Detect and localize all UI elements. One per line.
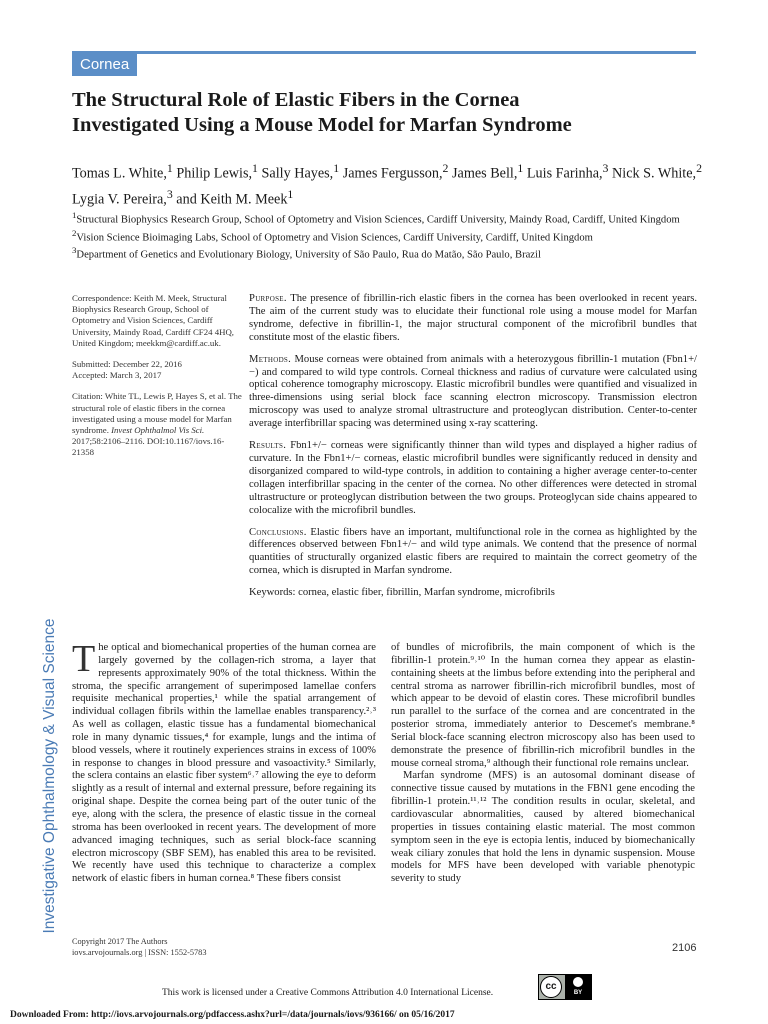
copyright-block <box>72 937 206 958</box>
author-affiliation-marker: 1 <box>252 161 258 175</box>
cc-by-license-icon[interactable] <box>538 974 592 1000</box>
by-label: BY <box>573 990 583 996</box>
abstract-purpose: Purpose. The presence of fibrillin-rich elastic fibers in the cornea has been overlooked in recent years. The aim of the current study was to elucidate their functional role using a mouse model for Marfan syndrome, defective in fibrillin-1, the major structural component of the microfibril bundles that constitute most of the elastic fibers. <box>249 293 697 343</box>
affiliation-3: $^3$Department of Genetics and Evolutionary Biology, University of São Paulo, Rua do Matão, São Paulo, Brazil <box>72 245 541 261</box>
author-affiliation-marker: 2 <box>696 161 703 175</box>
author-affiliation-marker: 2 <box>442 161 449 175</box>
author-name: and Keith M. Meek <box>176 191 288 208</box>
dates <box>72 359 242 381</box>
author-name: Tomas L. White, <box>72 165 167 182</box>
body-column-1 <box>72 638 376 886</box>
author-affiliation-marker: 1 <box>166 161 173 175</box>
issn-text: iovs.arvojournals.org | ISSN: 1552-5783 <box>72 947 207 957</box>
body-column-2 <box>391 642 695 886</box>
abstract-conclusions: Conclusions. Elastic fibers have an important, multifunctional role in the cornea as highlighted by the differences observed between Fbn1+/− and wild type animals. We contend that the presence of normal quantities of structurally organized elastic fibers are required to maintain the correct geometry of the cornea, which is disrupted in Marfan syndrome. <box>249 526 697 577</box>
cc-icon: cc <box>540 976 562 998</box>
author-name: Philip Lewis, <box>176 165 253 182</box>
body-paragraph: Marfan syndrome (MFS) is an autosomal dominant disease of connective tissue caused by mutations in the FBN1 gene encoding the fibrillin-1 protein.¹¹˒¹² The condition results in ocular, skeletal, and cardiovascular abnormalities, caused by altered biomechanical properties in tissues containing elastic material. The most common symptom seen in the eye is ectopia lentis, induced by biomechanically weak ciliary zonules that hold the lens in dynamic suspension. Mouse models for MFS have been developed with variable phenotypic severity to study <box>391 770 695 885</box>
correspondence: Correspondence: Keith M. Meek, Structural Biophysics Research Group, School of Optometry and Vision Sciences, Cardiff University, Maindy Road, Cardiff CF24 4HQ, United Kingdom; meekkm@cardiff.ac.uk. <box>72 293 234 348</box>
author-name: Nick S. White, <box>612 165 697 182</box>
abstract-methods: Methods. Mouse corneas were obtained from animals with a heterozygous fibrillin-1 mutation (Fbn1+/−) and compared to wild type controls. Corneal thickness and radius of curvature were calculated using optical coherence tomography microscopy. Elastic microfibril bundles were quantified and visualized in three-dimensions using serial block face scanning electron microscopy. Transmission electron microscopy was used to analyze stromal ultrastructure and proteoglycan distribution. Center-to-center average interfibrillar spacing was determined using x-ray scattering. <box>249 353 697 430</box>
download-notice: Downloaded From: http://iovs.arvojournals.org/pdfaccess.ashx?url=/data/journals/iovs/936166/ on 05/16/2017 <box>10 1010 455 1020</box>
author-affiliation-marker: 1 <box>287 187 294 202</box>
section-rule <box>72 51 696 54</box>
article-title <box>72 88 702 138</box>
drop-cap: T <box>72 638 96 680</box>
citation: Citation: White TL, Lewis P, Hayes S, et al. The structural role of elastic fibers in the cornea investigated using a mouse model for Marfan syndrome. Invest Ophthalmol Vis Sci. 2017;58:2106–2116. DOI:10.1167/iovs.16-21358 <box>72 391 242 458</box>
affiliation-list <box>72 209 712 262</box>
abstract-results: Results. Fbn1+/− corneas were significantly thinner than wild types and displayed a higher radius of curvature. In the Fbn1+/− corneas, elastic microfibril bundles were significantly reduced in density and disorganized compared to wild-type controls, in addition to containing a higher average center-to-center collagen interfibrillar spacing in the center of the cornea. No other differences were detected in stromal ultrastructure or proteoglycan distribution between the two groups. Proteoglycan side chains appeared to colocalize with the microfibril bundles. <box>249 440 697 516</box>
keywords: Keywords: cornea, elastic fiber, fibrillin, Marfan syndrome, microfibrils <box>249 587 555 599</box>
submitted-date: Submitted: December 22, 2016 <box>72 359 182 370</box>
body-paragraph: The optical and biomechanical properties of the human cornea are largely governed by the collagen-rich stroma, a layer that represents approximately 90% of the total thickness. Within the stroma, the specific arrangement of superimposed lamellae confers requisite mechanical properties,¹ while the spatial arrangement of individual collagen fibrils within the lamellae enables transparency.²˒³ As well as collagen, elastic tissue has a fundamental biomechanical role in many dynamic tissues,⁴ for example, lungs and the intima of blood vessels, where it routinely experiences strains in excess of 100% in response to changes in blood pressure and vasoactivity.⁵ Similarly, the sclera contains an elastic fiber system⁶˒⁷ allowing the eye to deform slightly as a result of internal and external pressure, before regaining its original shape. Despite the cornea being part of the outer tunic of the eye, along with the sclera, the presence of elastic tissue in the corneal stroma has been overlooked in recent years. The development of more advanced imaging techniques, such as serial block-face scanning electron microscopy (SBF SEM), has enabled this area to be revisited. We recently have used this technique to characterize a complex network of elastic fibers in human cornea.⁸ These fibers consist <box>72 638 376 885</box>
title-line-2: Investigated Using a Mouse Model for Marfan Syndrome <box>72 114 572 136</box>
section-tag: Cornea <box>72 54 137 76</box>
person-icon <box>573 977 583 987</box>
license-link[interactable]: This work is licensed under a Creative Commons Attribution 4.0 International License. <box>162 988 494 998</box>
author-name: Lygia V. Pereira, <box>72 191 167 208</box>
affiliation-1: $^1$Structural Biophysics Research Group, School of Optometry and Vision Sciences, Cardiff University, Maindy Road, Cardiff, United Kingdom <box>72 210 680 226</box>
author-name: James Bell, <box>452 165 518 182</box>
author-list <box>72 158 712 210</box>
affiliation-2: $^2$Vision Science Bioimaging Labs, School of Optometry and Vision Sciences, Cardiff University, Cardiff, United Kingdom <box>72 227 593 244</box>
by-icon <box>565 975 591 999</box>
page-number: 2106 <box>672 942 697 954</box>
journal-name-vertical: Investigative Ophthalmology & Visual Science <box>41 618 58 934</box>
author-affiliation-marker: 1 <box>517 161 524 175</box>
author-affiliation-marker: 3 <box>166 187 173 202</box>
author-affiliation-marker: 1 <box>333 161 340 175</box>
accepted-date: Accepted: March 3, 2017 <box>72 370 162 381</box>
article-info-sidebar <box>72 293 242 469</box>
abstract <box>249 293 697 609</box>
body-paragraph: of bundles of microfibrils, the main component of which is the fibrillin-1 protein.⁹˒¹⁰ In the human cornea they appear as elastin-containing sheets at the limbus before extending into the peripheral and central stroma as narrower fibrillin-rich microfibril bundles, most of which appear to be devoid of elastin cores. These microfibril bundles run parallel to the surface of the cornea and are concentrated in the posterior stroma, immediately anterior to Descemet's membrane.⁸ Serial block-face scanning electron microscopy also has been used to demonstrate the presence of fibrillin-rich microfibril bundles in the mouse corneal stroma,⁹ although their functional role remains unclear. <box>391 642 695 769</box>
author-name: Sally Hayes, <box>261 165 334 182</box>
copyright-text: Copyright 2017 The Authors <box>72 937 168 946</box>
author-name: Luis Farinha, <box>526 165 603 182</box>
title-line-1: The Structural Role of Elastic Fibers in the Cornea <box>72 89 520 111</box>
author-name: James Fergusson, <box>342 165 443 182</box>
author-affiliation-marker: 3 <box>602 161 609 175</box>
